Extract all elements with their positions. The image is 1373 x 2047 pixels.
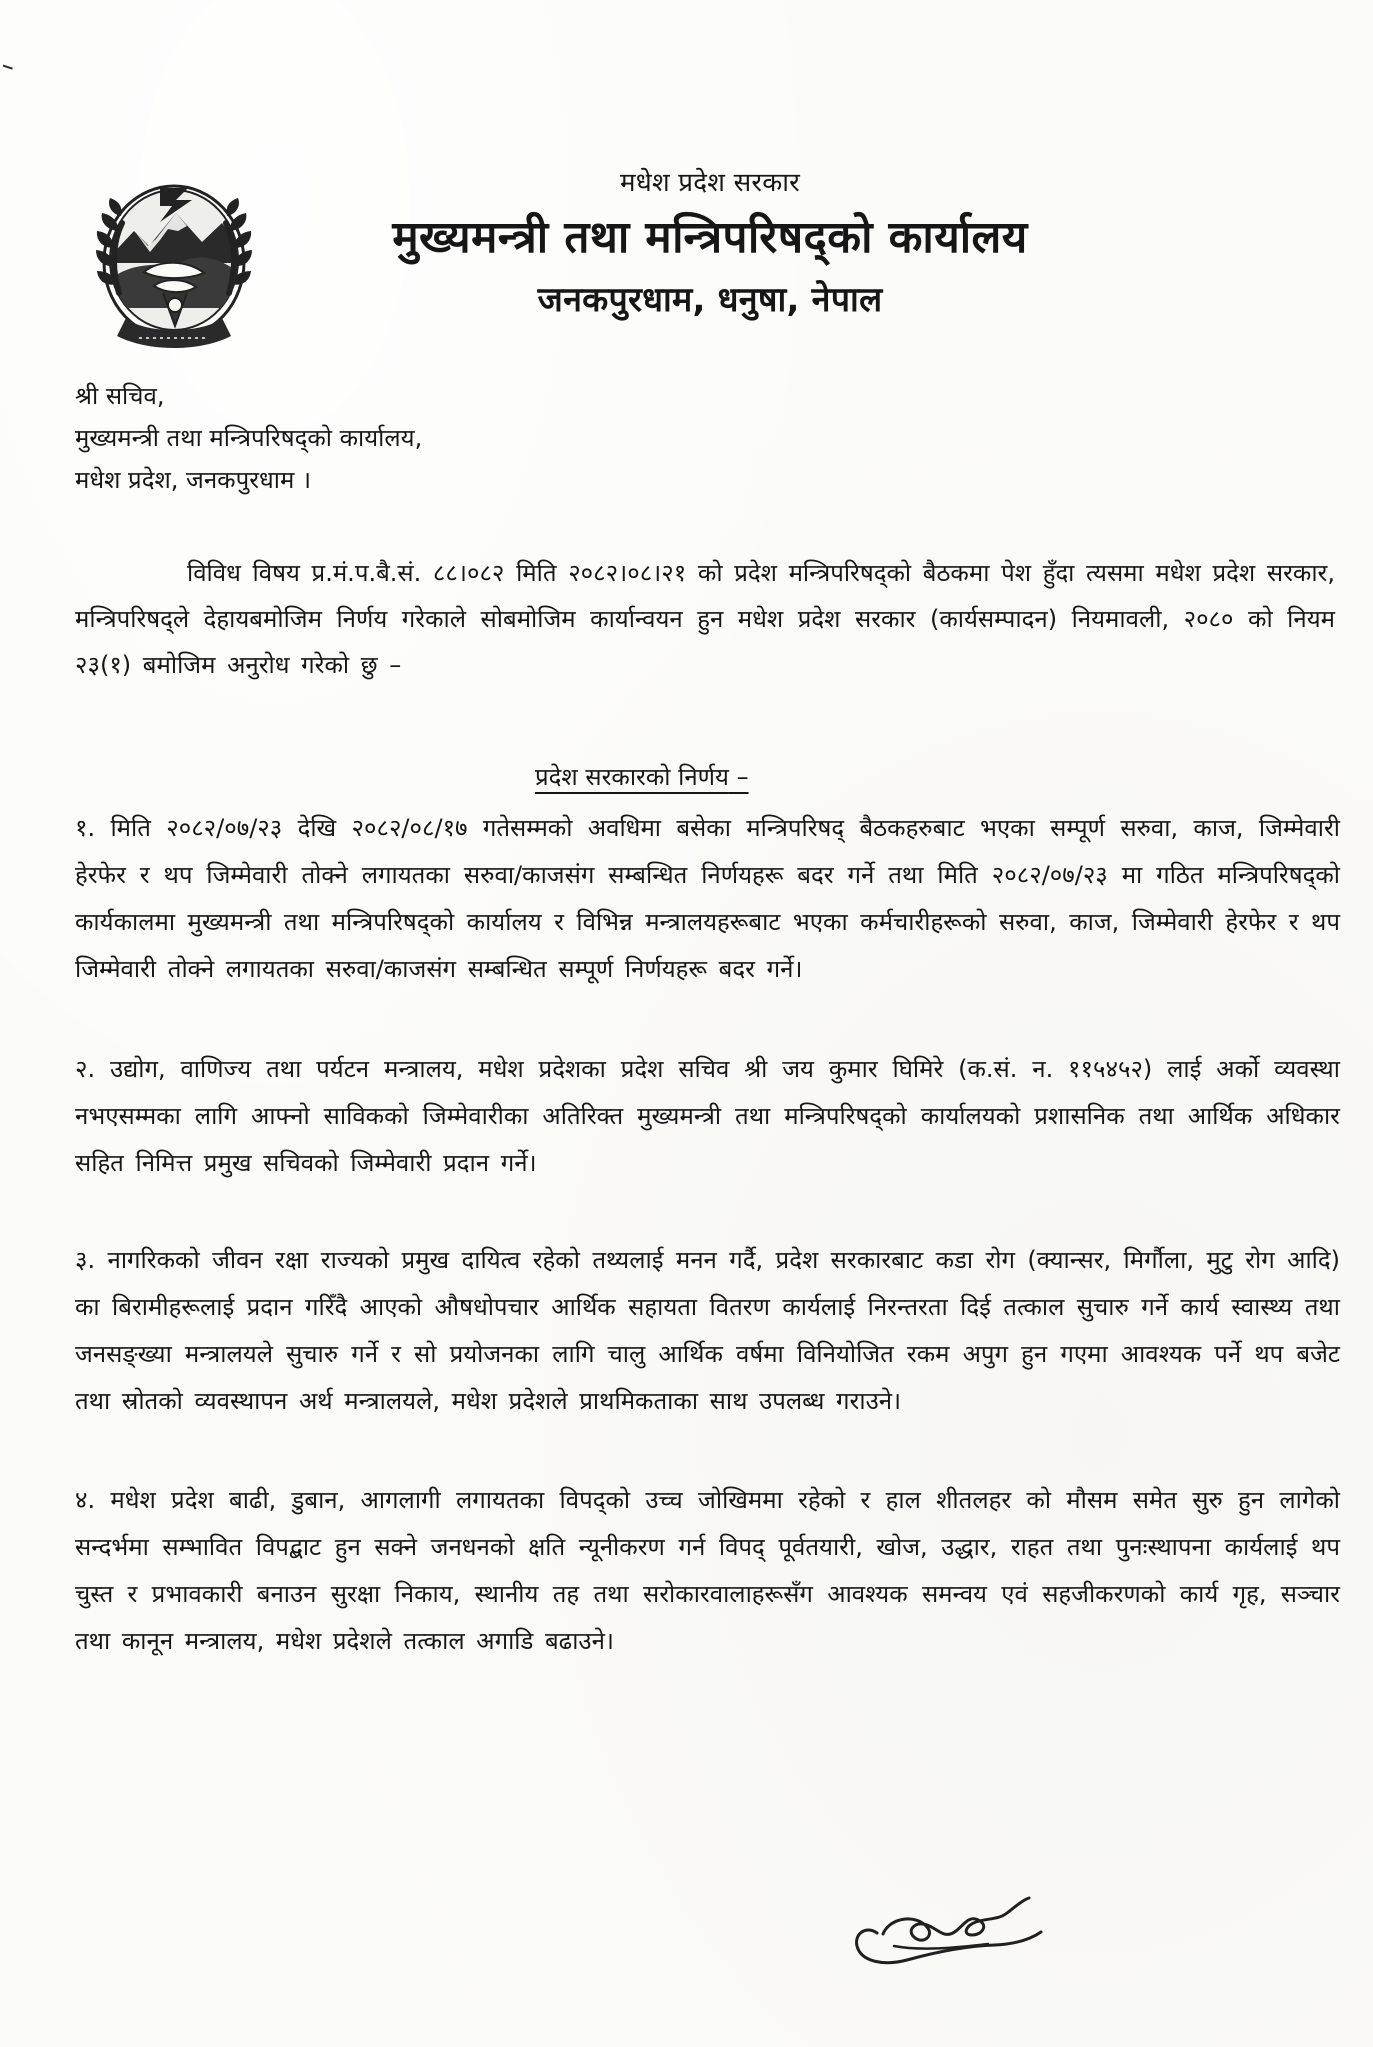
- decision-heading-text: प्रदेश सरकारको निर्णय: [535, 763, 729, 791]
- government-name: मधेश प्रदेश सरकार: [620, 168, 800, 198]
- scan-edge-mark: [1, 65, 13, 75]
- decision-list: [75, 805, 1340, 1708]
- office-location: जनकपुरधाम, धनुषा, नेपाल: [537, 280, 883, 320]
- decision-heading: [535, 760, 835, 794]
- recipient-line-1: श्री सचिव,: [75, 382, 165, 410]
- intro-paragraph: विविध विषय प्र.मं.प.बै.सं. ८८।०८२ मिति २०८२।०८।२१ को प्रदेश मन्त्रिपरिषद्को बैठकमा पेश हुँदा त्यसमा मधेश प्रदेश सरकार, मन्त्रिपरिषद्ले देहायबमोजिम निर्णय गरेकाले सोबमोजिम कार्यान्वयन हुन मधेश प्रदेश सरकार (कार्यसम्पादन) नियमावली, २०८० को नियम २३(१) बमोजिम अनुरोध गरेको छु –: [75, 559, 1335, 679]
- nepal-emblem-icon: [84, 168, 264, 356]
- decision-item-4: ४. मधेश प्रदेश बाढी, डुबान, आगलागी लगायतका विपद्को उच्च जोखिममा रहेको र हाल शीतलहर को मौसम समेत सुरु हुन लागेको सन्दर्भमा सम्भावित विपद्बाट हुन सक्ने जनधनको क्षति न्यूनीकरण गर्न विपद् पूर्वतयारी, खोज, उद्धार, राहत तथा पुनःस्थापना कार्यलाई थप चुस्त र प्रभावकारी बनाउन सुरक्षा निकाय, स्थानीय तह तथा सरोकारवालाहरूसँग आवश्यक समन्वय एवं सहजीकरणको कार्य गृह, सञ्चार तथा कानून मन्त्रालय, मधेश प्रदेशले तत्काल अगाडि बढाउने।: [75, 1486, 1340, 1655]
- document-letterhead: [300, 165, 1120, 321]
- decision-item-2: २. उद्योग, वाणिज्य तथा पर्यटन मन्त्रालय, मधेश प्रदेशका प्रदेश सचिव श्री जय कुमार घिमिरे (क.सं. न. ११५४५२) लाई अर्को व्यवस्था नभएसम्मका लागि आफ्नो साविकको जिम्मेवारीका अतिरिक्त मुख्यमन्त्री तथा मन्त्रिपरिषद्को कार्यालयको प्रशासनिक तथा आर्थिक अधिकार सहित निमित्त प्रमुख सचिवको जिम्मेवारी प्रदान गर्ने।: [75, 1055, 1340, 1177]
- recipient-line-3: मधेश प्रदेश, जनकपुरधाम ।: [75, 466, 312, 494]
- recipient-line-2: मुख्यमन्त्री तथा मन्त्रिपरिषद्को कार्यालय,: [75, 424, 423, 452]
- decision-item-3: ३. नागरिकको जीवन रक्षा राज्यको प्रमुख दायित्व रहेको तथ्यलाई मनन गर्दै, प्रदेश सरकारबाट कडा रोग (क्यान्सर, मिर्गौला, मुटु रोग आदि) का बिरामीहरूलाई प्रदान गरिँदै आएको औषधोपचार आर्थिक सहायता वितरण कार्यलाई निरन्तरता दिई तत्काल सुचारु गर्ने कार्य स्वास्थ्य तथा जनसङ्ख्या मन्त्रालयले सुचारु गर्ने र सो प्रयोजनका लागि चालु आर्थिक वर्षमा विनियोजित रकम अपुग हुन गएमा आवश्यक पर्ने थप बजेट तथा स्रोतको व्यवस्थापन अर्थ मन्त्रालयले, मधेश प्रदेशले प्राथमिकताका साथ उपलब्ध गराउने।: [75, 1246, 1340, 1415]
- decision-item-1: १. मिति २०८२/०७/२३ देखि २०८२/०८/१७ गतेसम्मको अवधिमा बसेका मन्त्रिपरिषद् बैठकहरुबाट भएका सम्पूर्ण सरुवा, काज, जिम्मेवारी हेरफेर र थप जिम्मेवारी तोक्ने लगायतका सरुवा/काजसंग सम्बन्धित निर्णयहरू बदर गर्ने तथा मिति २०८२/०७/२३ मा गठित मन्त्रिपरिषद्को कार्यकालमा मुख्यमन्त्री तथा मन्त्रिपरिषद्को कार्यालय र विभिन्न मन्त्रालयहरूबाट भएका कर्मचारीहरूको सरुवा, काज, जिम्मेवारी हेरफेर र थप जिम्मेवारी तोक्ने लगायतका सरुवा/काजसंग सम्बन्धित सम्पूर्ण निर्णयहरू बदर गर्ने।: [75, 814, 1340, 983]
- office-name: मुख्यमन्त्री तथा मन्त्रिपरिषद्को कार्यालय: [392, 212, 1028, 263]
- decision-heading-dash: –: [728, 763, 749, 791]
- recipient-address: [75, 375, 775, 501]
- handwritten-signature-icon: [845, 1878, 1050, 1978]
